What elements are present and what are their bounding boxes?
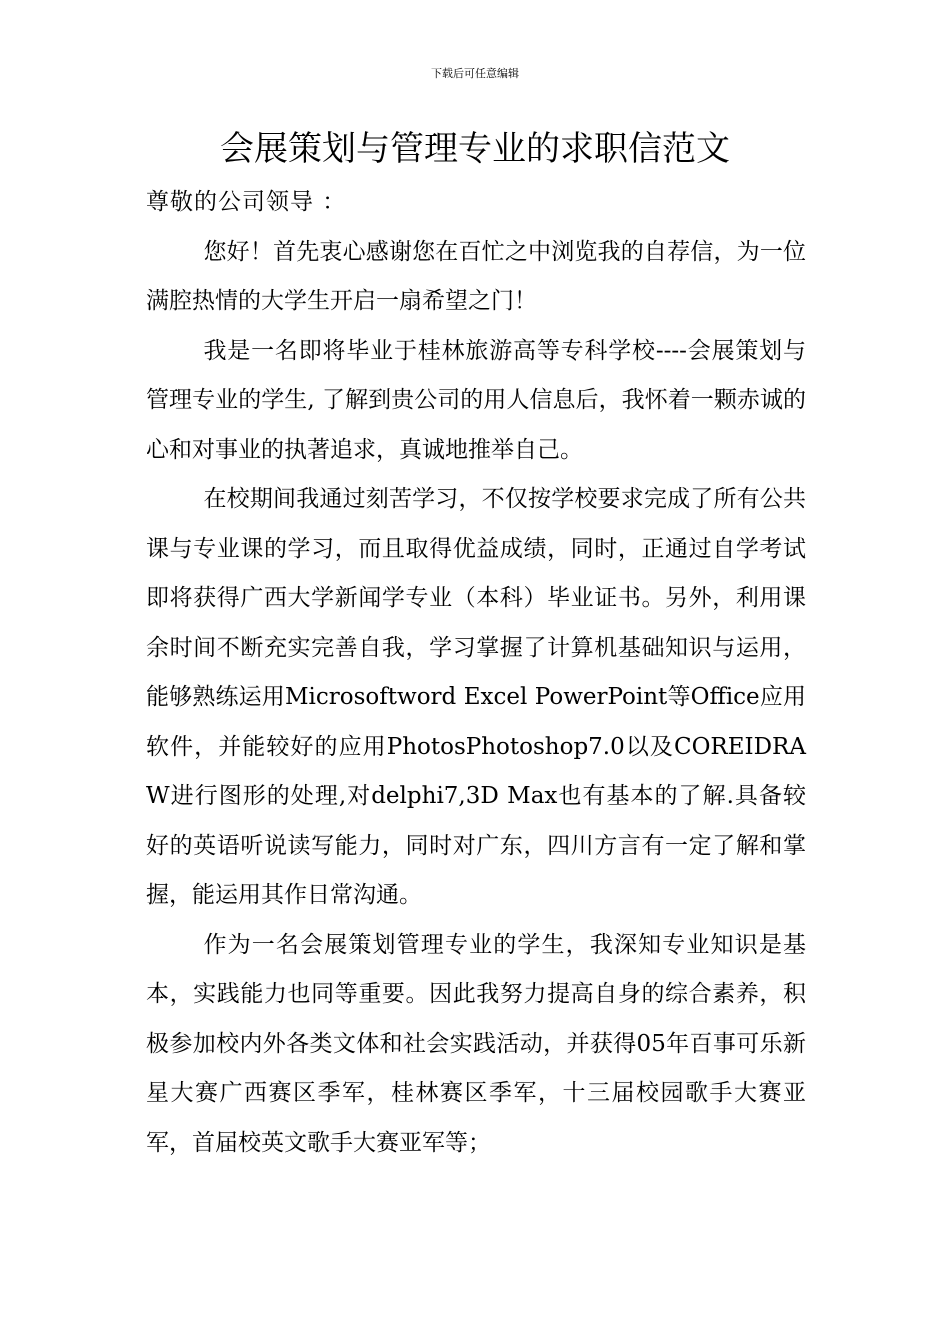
document-title: 会展策划与管理专业的求职信范文 (220, 129, 730, 169)
paragraph-study: 在校期间我通过刻苦学习，不仅按学校要求完成了所有公共课与专业课的学习，而且取得优益成绩，同时，正通过自学考试即将获得广西大学新闻学专业（本科）毕业证书。另外，利用课余时间不断充实完善自我，学习掌握了计算机基础知识与运用，能够熟练运用Microsoftword Excel PowerPoint等Office应用软件，并能较好的应用PhotosPhotoshop7.0以及COREIDRAW进行图形的处理,对delphi7,3D Max也有基本的了解.具备较好的英语听说读写能力，同时对广东，四川方言有一定了解和掌握，能运用其作日常沟通。 (146, 486, 806, 908)
paragraph-introduction: 我是一名即将毕业于桂林旅游高等专科学校----会展策划与管理专业的学生, 了解到贵公司的用人信息后，我怀着一颗赤诚的心和对事业的执著追求，真诚地推举自己。 (146, 337, 806, 463)
paragraph-practice: 作为一名会展策划管理专业的学生，我深知专业知识是基本，实践能力也同等重要。因此我努力提高自身的综合素养，积极参加校内外各类文体和社会实践活动，并获得05年百事可乐新星大赛广西赛区季军，桂林赛区季军，十三届校园歌手大赛亚军，首届校英文歌手大赛亚军等； (146, 931, 806, 1156)
paragraph-greeting: 您好！首先衷心感谢您在百忙之中浏览我的自荐信，为一位满腔热情的大学生开启一扇希望之门！ (146, 238, 806, 314)
header-note: 下载后可任意编辑 (431, 67, 519, 80)
salutation: 尊敬的公司领导 ： (146, 189, 347, 215)
letter-body (146, 178, 806, 1168)
